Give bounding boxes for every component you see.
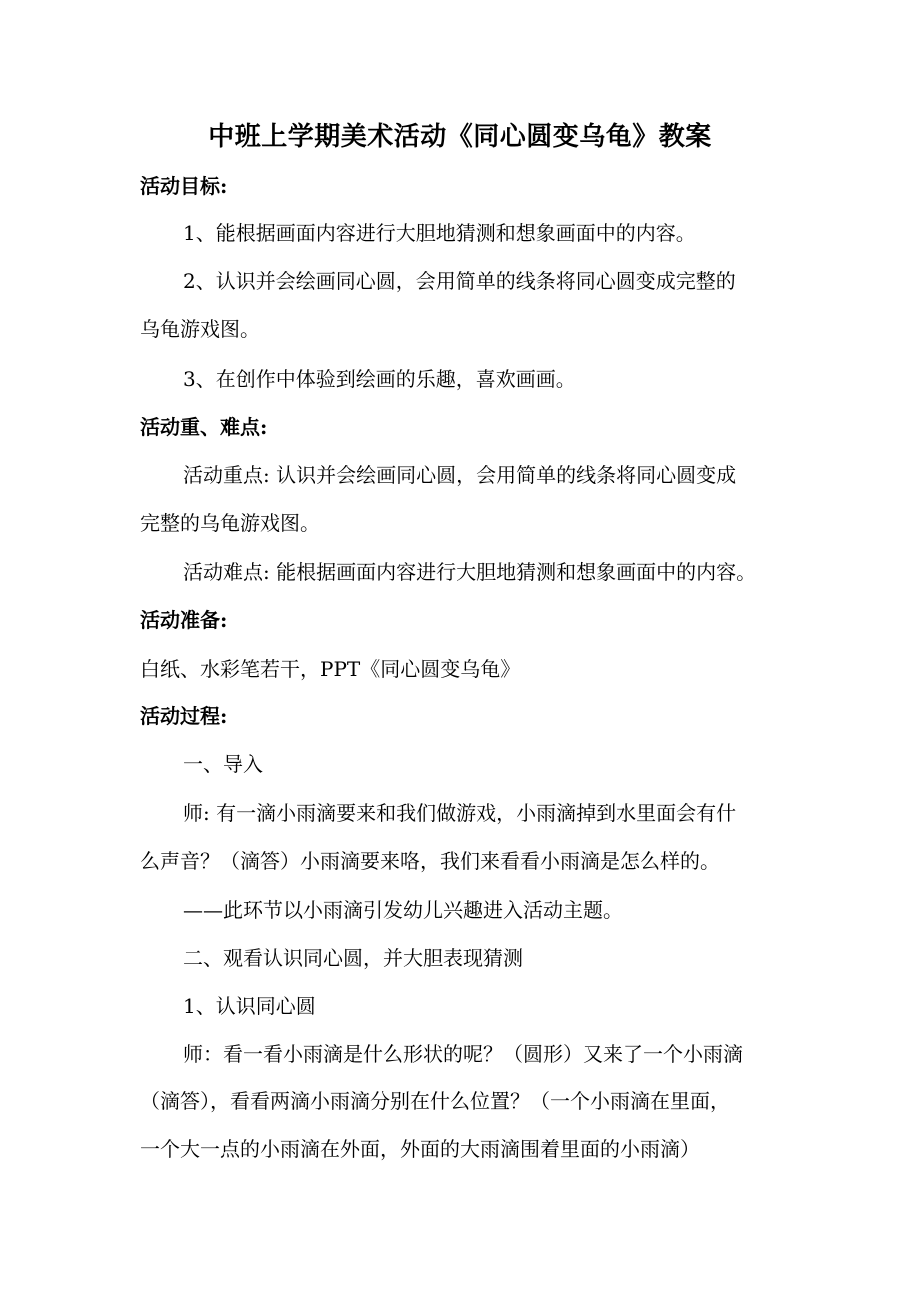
paragraph-line: （滴答），看看两滴小雨滴分别在什么位置？（一个小雨滴在里面， [140, 1089, 730, 1113]
paragraph-line: 1、认识同心圆 [183, 994, 316, 1018]
paragraph-line: 师: 有一滴小雨滴要来和我们做游戏，小雨滴掉到水里面会有什 [183, 801, 737, 825]
paragraph-line: ——此环节以小雨滴引发幼儿兴趣进入活动主题。 [183, 898, 623, 922]
paragraph-line: 活动重点: 认识并会绘画同心圆，会用简单的线条将同心圆变成 [183, 463, 737, 487]
paragraph-line: 么声音？（滴答）小雨滴要来咯，我们来看看小雨滴是怎么样的。 [140, 849, 720, 873]
paragraph-line: 一个大一点的小雨滴在外面，外面的大雨滴围着里面的小雨滴） [140, 1137, 700, 1161]
paragraph-line: 3、在创作中体验到绘画的乐趣，喜欢画画。 [183, 367, 576, 391]
paragraph-line: 师：看一看小雨滴是什么形状的呢？（圆形）又来了一个小雨滴 [183, 1042, 743, 1066]
section-heading-key-points: 活动重、难点: [140, 415, 268, 439]
section-heading-process: 活动过程: [140, 704, 228, 728]
paragraph-line: 完整的乌龟游戏图。 [140, 511, 320, 535]
paragraph-line: 1、能根据画面内容进行大胆地猜测和想象画面中的内容。 [183, 221, 696, 245]
paragraph-line: 白纸、水彩笔若干，PPT《同心圆变乌龟》 [140, 657, 521, 681]
section-heading-goals: 活动目标: [140, 174, 228, 198]
paragraph-line: 乌龟游戏图。 [140, 317, 260, 341]
paragraph-line: 二、观看认识同心圆，并大胆表现猜测 [183, 946, 523, 970]
paragraph-line: 一、导入 [183, 752, 263, 776]
paragraph-line: 活动难点: 能根据画面内容进行大胆地猜测和想象画面中的内容。 [183, 560, 757, 584]
section-heading-preparation: 活动准备: [140, 608, 228, 632]
paragraph-line: 2、认识并会绘画同心圆，会用简单的线条将同心圆变成完整的 [183, 269, 736, 293]
document-title: 中班上学期美术活动《同心圆变乌龟》教案 [208, 122, 712, 152]
